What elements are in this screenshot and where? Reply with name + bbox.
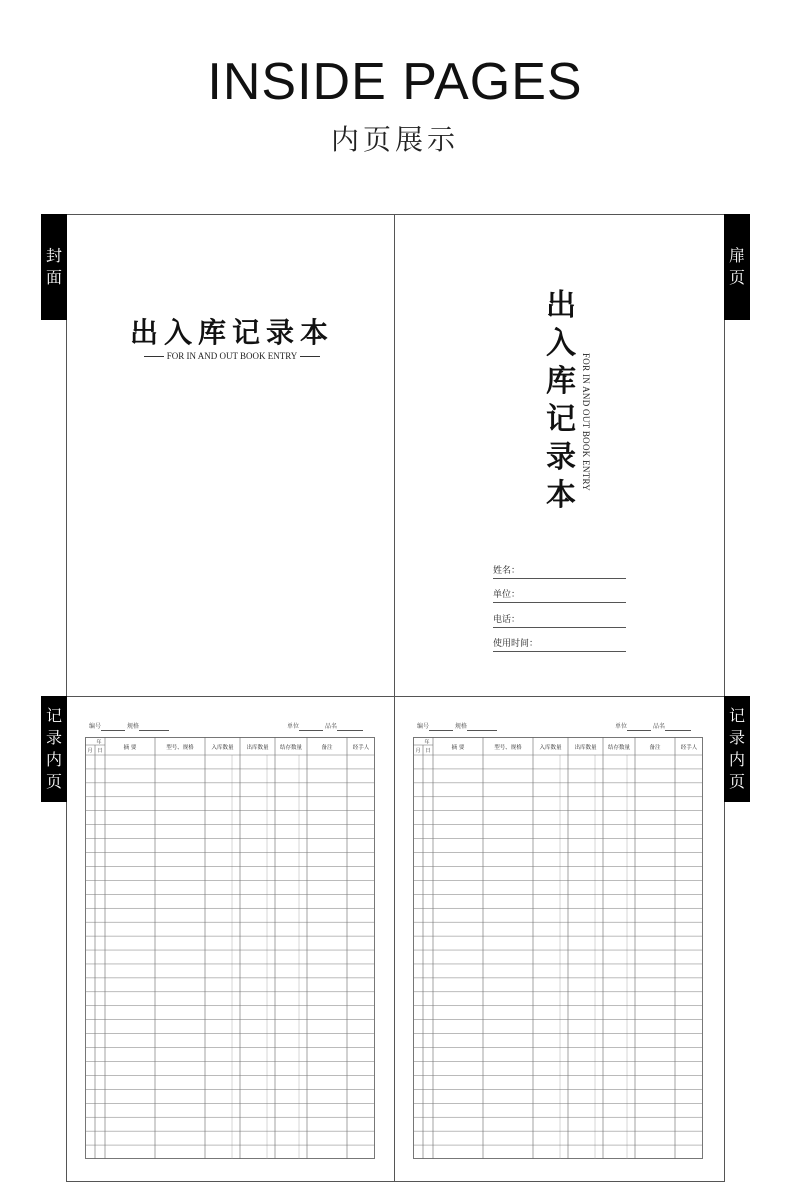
record-page-right bbox=[394, 696, 725, 1182]
sheet-header-left: 编号 规格 bbox=[417, 723, 497, 731]
cover-subtitle: FOR IN AND OUT BOOK ENTRY bbox=[67, 351, 397, 361]
column-header: 入库数量 bbox=[211, 745, 234, 751]
tab-title-page: 扉 页 bbox=[724, 214, 750, 320]
table-border bbox=[414, 738, 703, 1159]
day-label: 日 bbox=[97, 748, 103, 754]
column-header: 备注 bbox=[649, 745, 661, 751]
record-table bbox=[413, 737, 703, 1159]
column-header: 摘 要 bbox=[451, 745, 465, 751]
column-header: 经手人 bbox=[352, 745, 370, 751]
column-header: 经手人 bbox=[680, 745, 698, 751]
table-border bbox=[86, 738, 375, 1159]
title-page-title: 出 入 库 记 录 本 bbox=[546, 288, 576, 513]
column-header: 出库数量 bbox=[574, 745, 597, 751]
record-table bbox=[85, 737, 375, 1159]
tab-cover: 封 面 bbox=[41, 214, 67, 320]
tab-records-right: 记 录 内 页 bbox=[724, 696, 750, 802]
column-header: 备注 bbox=[321, 745, 333, 751]
year-label: 年 bbox=[424, 739, 430, 746]
cover-title: 出入库记录本 bbox=[129, 316, 334, 349]
column-header: 出库数量 bbox=[246, 745, 269, 751]
title-page bbox=[394, 214, 725, 698]
heading-cn: 内页展示 bbox=[330, 123, 459, 156]
heading-en: INSIDE PAGES bbox=[207, 53, 583, 111]
column-header: 入库数量 bbox=[539, 745, 562, 751]
month-label: 月 bbox=[415, 748, 421, 754]
column-header: 型号、规格 bbox=[166, 745, 194, 751]
cover-page bbox=[66, 214, 396, 698]
day-label: 日 bbox=[425, 748, 431, 754]
record-page-left bbox=[66, 696, 396, 1182]
column-header: 型号、规格 bbox=[494, 745, 522, 751]
tab-records-left: 记 录 内 页 bbox=[41, 696, 67, 802]
title-page-subtitle: FOR IN AND OUT BOOK ENTRY bbox=[581, 353, 591, 492]
phone-field: 电话： bbox=[493, 614, 626, 628]
sheet-header-right: 单位 品名 bbox=[615, 723, 691, 731]
sheet-header-left: 编号 规格 bbox=[89, 723, 169, 731]
unit-field: 单位： bbox=[493, 589, 626, 603]
month-label: 月 bbox=[87, 748, 93, 754]
year-label: 年 bbox=[96, 739, 102, 746]
usage-time-field: 使用时间： bbox=[493, 638, 626, 652]
column-header: 结存数量 bbox=[607, 745, 631, 751]
column-header: 摘 要 bbox=[123, 745, 137, 751]
sheet-header-right: 单位 品名 bbox=[287, 723, 363, 731]
name-field: 姓名： bbox=[493, 565, 626, 579]
column-header: 结存数量 bbox=[279, 745, 303, 751]
